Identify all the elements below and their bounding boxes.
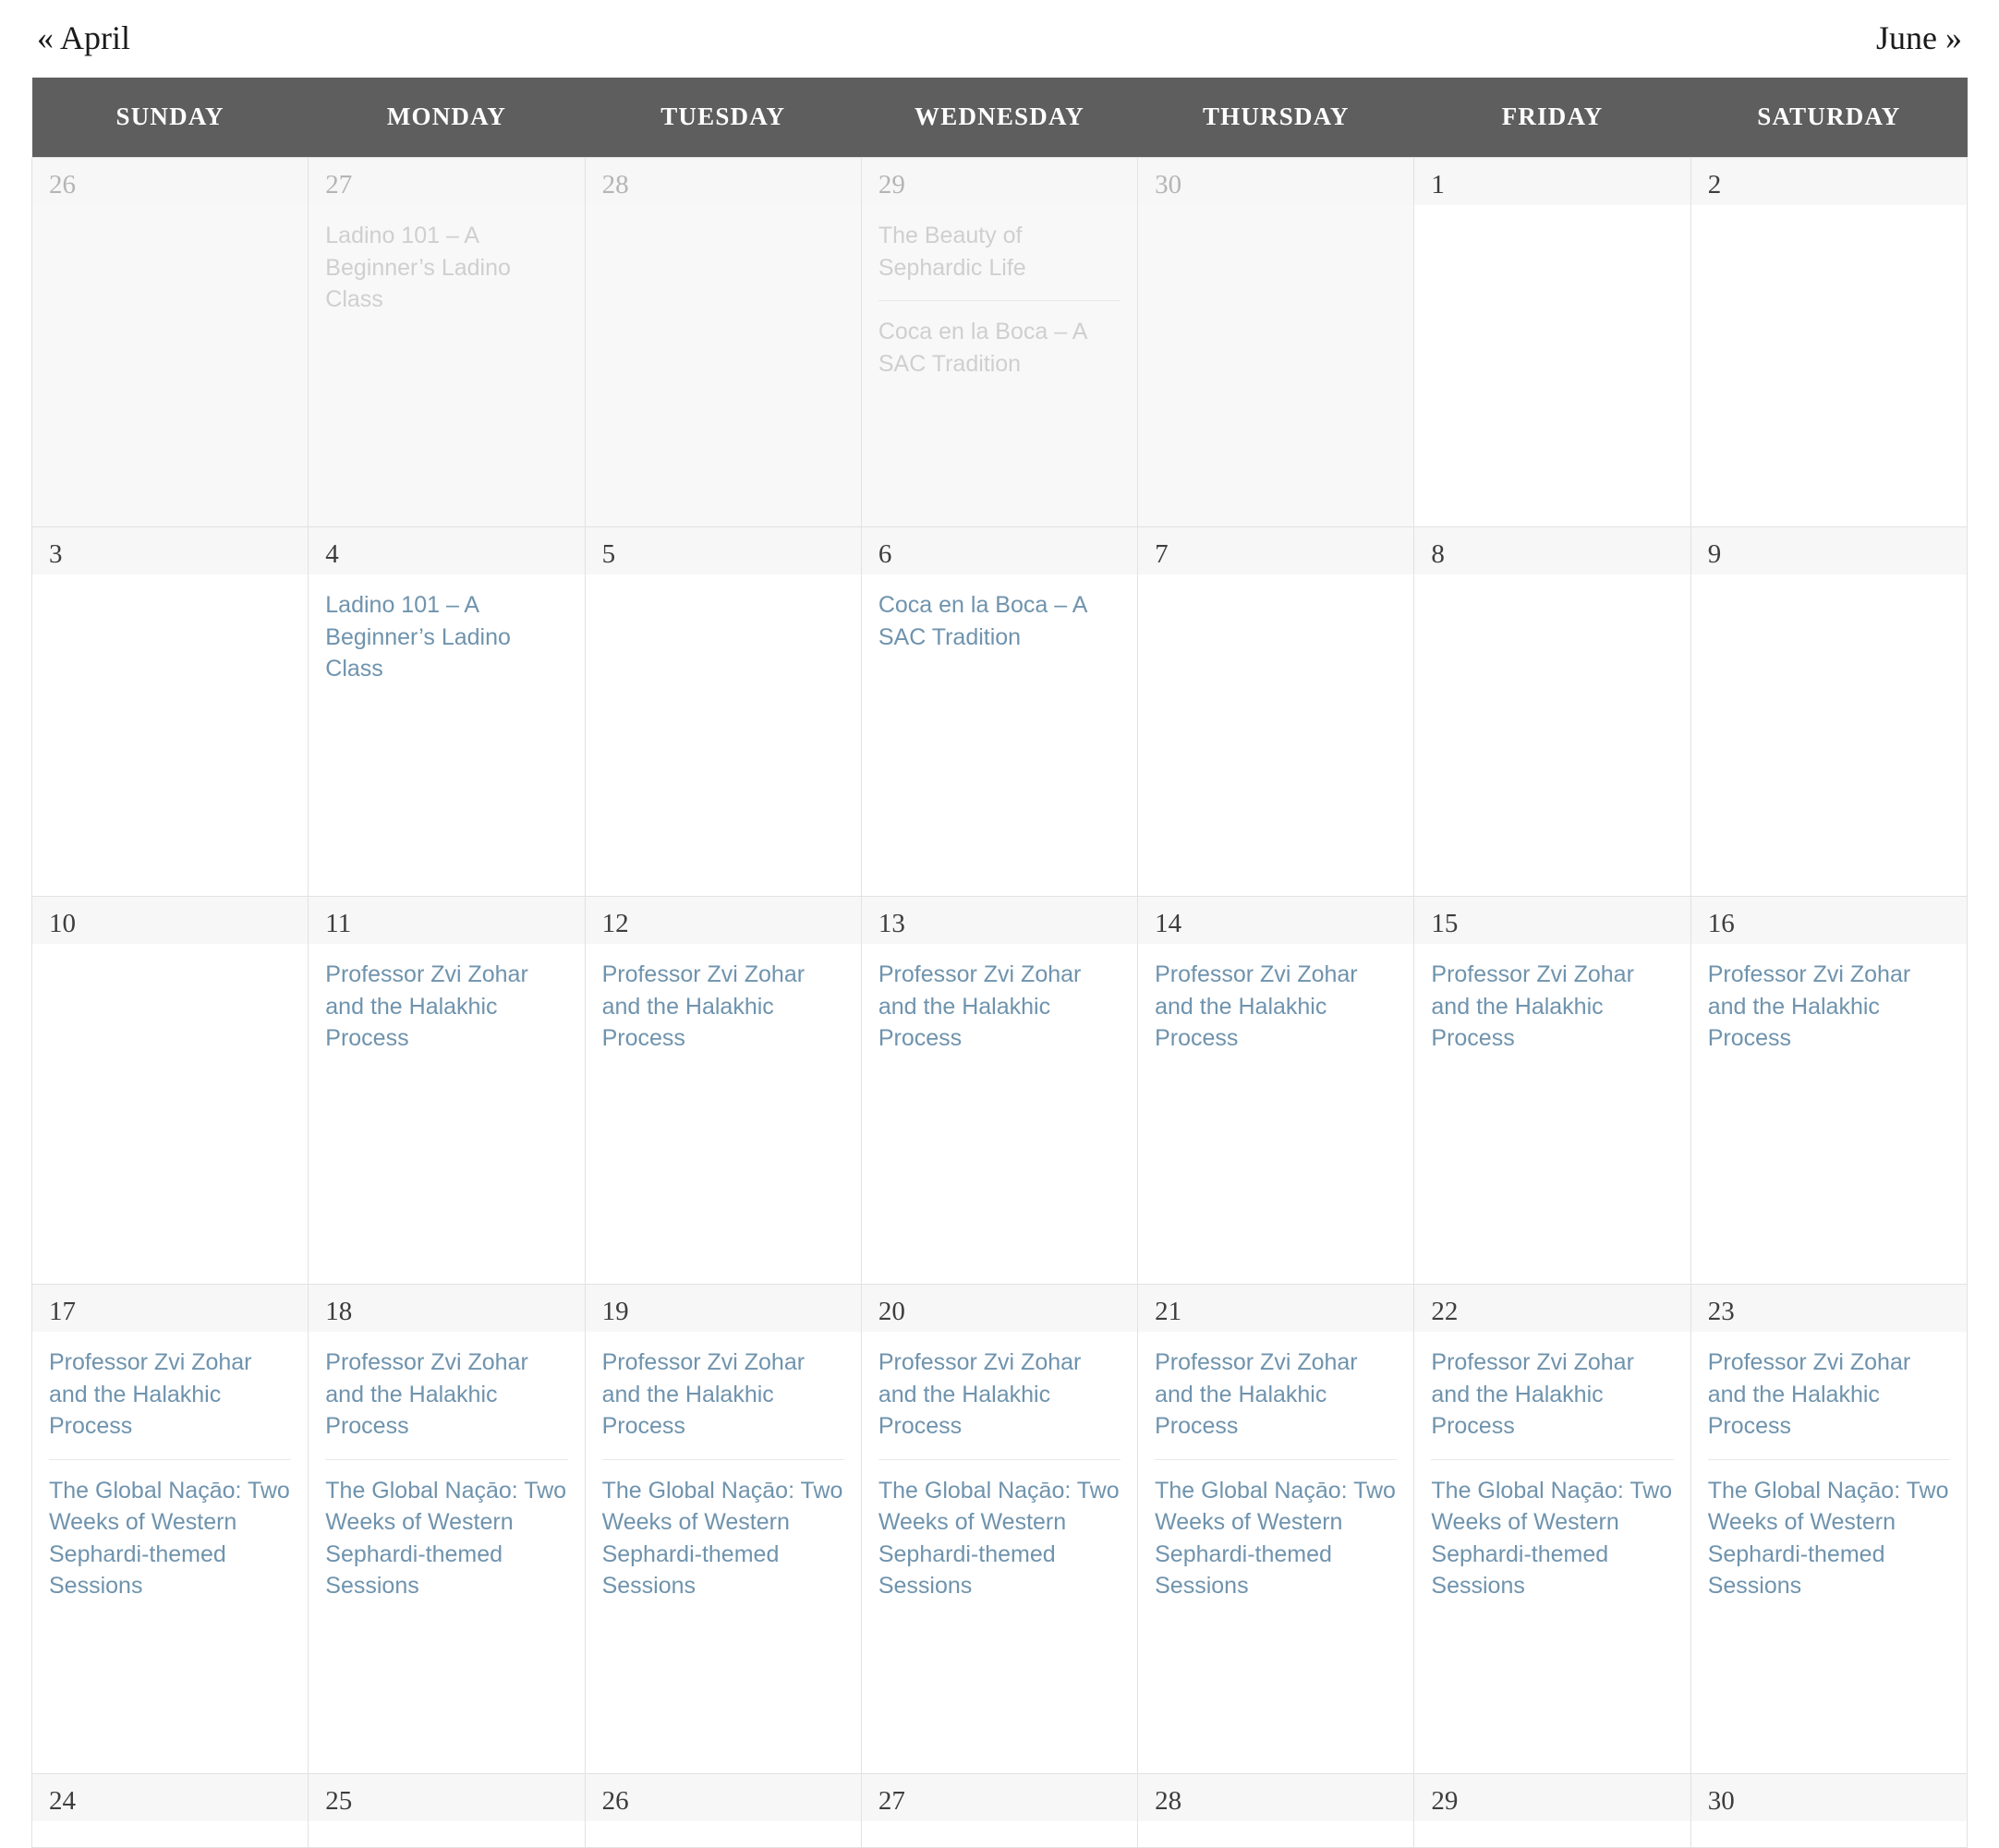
event-link[interactable]: Professor Zvi Zohar and the Halakhic Process [601,1349,806,1440]
day-number-wrap [1138,527,1413,575]
day-events [309,205,584,345]
day-number-wrap [586,1774,861,1822]
calendar-week-row [32,896,1968,1284]
day-events [1691,1821,1967,1834]
calendar-header-row [32,78,1968,157]
calendar-week-row [32,1773,1968,1847]
calendar-day-cell[interactable] [1414,1284,1690,1773]
day-number-wrap [862,527,1137,575]
event-link[interactable]: Professor Zvi Zohar and the Halakhic Process [325,1349,528,1440]
day-number-wrap [586,897,861,945]
event-link[interactable]: Professor Zvi Zohar and the Halakhic Process [325,961,528,1052]
day-number: 26 [49,169,76,199]
calendar-day-cell[interactable] [861,1284,1137,1773]
calendar-week-row [32,1284,1968,1773]
day-events [1138,944,1413,1084]
calendar-day-cell[interactable] [585,1773,861,1847]
day-number-wrap [1138,1774,1413,1822]
day-number: 16 [1707,908,1735,938]
day-number-wrap [1691,1285,1967,1333]
day-events [32,1821,308,1834]
day-events [586,1821,861,1834]
day-events [1138,1821,1413,1834]
event-link[interactable]: The Beauty of Sephardic Life [878,223,1026,281]
calendar-week-row [32,157,1968,526]
calendar-day-cell[interactable] [1414,526,1690,896]
calendar-grid [31,78,1968,1848]
event-link[interactable]: Professor Zvi Zohar and the Halakhic Process [1707,1349,1911,1440]
weekday-header-saturday: SATURDAY [1690,78,1967,157]
calendar-day-cell[interactable] [1414,157,1690,526]
event-link[interactable]: The Global Naçāo: Two Weeks of Western Sephardi-themed Sessions [1708,1459,1950,1619]
day-number: 12 [601,908,629,938]
calendar-day-cell[interactable] [861,157,1137,526]
day-number: 22 [1431,1296,1459,1326]
day-number-wrap [586,1285,861,1333]
calendar-day-cell[interactable] [1138,896,1414,1284]
day-number-wrap [309,158,584,206]
day-number-wrap [1138,158,1413,206]
day-events [1414,205,1690,218]
day-number-wrap [1691,158,1967,206]
weekday-header-friday: FRIDAY [1414,78,1690,157]
calendar-day-cell[interactable] [1690,1773,1967,1847]
calendar-navigation [0,0,1999,78]
event-link[interactable]: Ladino 101 – A Beginner’s Ladino Class [325,223,511,313]
calendar-day-cell[interactable] [309,526,585,896]
calendar-day-cell[interactable] [1138,526,1414,896]
day-number: 3 [49,538,63,569]
event-link[interactable]: Professor Zvi Zohar and the Halakhic Process [1155,1349,1358,1440]
day-number: 26 [601,1785,629,1816]
day-events [1414,574,1690,587]
day-number: 20 [878,1296,905,1326]
event-link[interactable]: Professor Zvi Zohar and the Halakhic Process [601,961,806,1052]
calendar-day-cell[interactable] [1414,1773,1690,1847]
day-events [1691,205,1967,218]
weekday-header-row [32,78,1968,157]
day-number: 23 [1707,1296,1735,1326]
day-events [309,944,584,1084]
day-number: 17 [49,1296,76,1326]
day-number-wrap [1138,1285,1413,1333]
day-number-wrap [1414,158,1690,206]
day-number: 28 [601,169,629,199]
event-link[interactable]: Professor Zvi Zohar and the Halakhic Process [1155,961,1358,1052]
day-events [1138,1332,1413,1632]
day-number: 28 [1155,1785,1182,1816]
calendar-day-cell[interactable] [861,526,1137,896]
day-number: 11 [325,908,352,938]
day-events [32,1332,308,1632]
day-events [1414,1332,1690,1632]
day-number: 5 [601,538,616,569]
calendar-day-cell[interactable] [1690,157,1967,526]
calendar-day-cell[interactable] [309,1773,585,1847]
day-events [586,205,861,218]
day-number-wrap [862,1285,1137,1333]
day-number-wrap [862,158,1137,206]
day-number-wrap [32,1774,308,1822]
day-events [586,574,861,587]
day-number: 30 [1155,169,1182,199]
event-link[interactable]: The Global Naçāo: Two Weeks of Western Sephardi-themed Sessions [602,1459,844,1619]
day-events [1691,944,1967,1084]
day-number-wrap [862,897,1137,945]
calendar-day-cell[interactable] [861,896,1137,1284]
calendar-day-cell[interactable] [32,1773,309,1847]
day-number-wrap [1691,527,1967,575]
day-number-wrap [309,1774,584,1822]
day-events [32,205,308,218]
day-number: 18 [325,1296,353,1326]
day-events [309,1821,584,1834]
event-link[interactable]: The Global Naçāo: Two Weeks of Western Sephardi-themed Sessions [1155,1459,1397,1619]
day-number: 19 [601,1296,629,1326]
day-number-wrap [32,527,308,575]
day-events [862,1821,1137,1834]
day-events [1138,574,1413,587]
day-events [1414,944,1690,1084]
calendar-day-cell[interactable] [585,526,861,896]
day-number-wrap [1414,527,1690,575]
day-events [862,1332,1137,1632]
day-events [862,944,1137,1084]
day-events [1691,574,1967,587]
day-number-wrap [32,1285,308,1333]
event-link[interactable]: Ladino 101 – A Beginner’s Ladino Class [325,592,511,682]
day-events [862,574,1137,682]
day-number-wrap [1414,1285,1690,1333]
day-number: 4 [325,538,339,569]
event-link[interactable]: The Global Naçāo: Two Weeks of Western Sephardi-themed Sessions [1431,1459,1673,1619]
day-number: 29 [1431,1785,1459,1816]
day-number: 21 [1155,1296,1182,1326]
day-number: 13 [878,908,905,938]
calendar-day-cell[interactable] [585,896,861,1284]
calendar-day-cell[interactable] [1414,896,1690,1284]
calendar-day-cell[interactable] [1690,1284,1967,1773]
calendar-day-cell[interactable] [32,526,309,896]
day-number-wrap [1691,897,1967,945]
weekday-header-monday: MONDAY [309,78,585,157]
calendar-week-row [32,526,1968,896]
calendar-day-cell[interactable] [1138,1284,1414,1773]
calendar-body [32,157,1968,1847]
day-number: 15 [1431,908,1459,938]
day-number-wrap [309,527,584,575]
day-events [1691,1332,1967,1632]
event-link[interactable]: Professor Zvi Zohar and the Halakhic Process [1707,961,1911,1052]
day-number: 8 [1431,538,1445,569]
calendar-day-cell[interactable] [32,896,309,1284]
calendar-day-cell[interactable] [309,1284,585,1773]
weekday-header-sunday: SUNDAY [32,78,309,157]
calendar-day-cell[interactable] [861,1773,1137,1847]
day-events [32,944,308,957]
day-number: 27 [325,169,353,199]
day-number-wrap [586,527,861,575]
day-events [862,205,1137,409]
calendar-day-cell[interactable] [309,157,585,526]
day-events [1414,1821,1690,1834]
day-events [586,1332,861,1632]
day-events [586,944,861,1084]
day-number: 1 [1431,169,1445,199]
event-link[interactable]: Professor Zvi Zohar and the Halakhic Process [49,1349,252,1440]
day-number: 30 [1707,1785,1735,1816]
event-link[interactable]: Professor Zvi Zohar and the Halakhic Process [1431,961,1634,1052]
day-number: 24 [49,1785,76,1816]
calendar-day-cell[interactable] [1690,526,1967,896]
next-month-link[interactable]: June » [1876,19,1962,56]
event-link[interactable]: Professor Zvi Zohar and the Halakhic Process [878,961,1082,1052]
previous-month-link[interactable]: « April [37,19,131,56]
calendar-day-cell[interactable] [1690,896,1967,1284]
day-number: 2 [1707,169,1722,199]
day-number-wrap [309,897,584,945]
day-number: 7 [1155,538,1169,569]
day-number-wrap [1414,1774,1690,1822]
weekday-header-tuesday: TUESDAY [585,78,861,157]
day-number-wrap [586,158,861,206]
day-number-wrap [862,1774,1137,1822]
weekday-header-thursday: THURSDAY [1138,78,1414,157]
event-link[interactable]: Coca en la Boca – A SAC Tradition [878,300,1121,396]
weekday-header-wednesday: WEDNESDAY [861,78,1137,157]
event-link[interactable]: Professor Zvi Zohar and the Halakhic Process [878,1349,1082,1440]
calendar-day-cell[interactable] [1138,157,1414,526]
event-link[interactable]: The Global Naçāo: Two Weeks of Western Sephardi-themed Sessions [49,1459,291,1619]
day-number: 10 [49,908,76,938]
day-number: 9 [1707,538,1722,569]
day-events [309,574,584,715]
day-number-wrap [1138,897,1413,945]
event-link[interactable]: Professor Zvi Zohar and the Halakhic Process [1431,1349,1634,1440]
calendar-day-cell[interactable] [32,157,309,526]
calendar-day-cell[interactable] [309,896,585,1284]
day-number: 29 [878,169,905,199]
calendar-day-cell[interactable] [1138,1773,1414,1847]
day-number-wrap [309,1285,584,1333]
event-link[interactable]: The Global Naçāo: Two Weeks of Western Sephardi-themed Sessions [878,1459,1121,1619]
calendar-day-cell[interactable] [585,1284,861,1773]
day-number: 6 [878,538,892,569]
day-number: 25 [325,1785,353,1816]
event-link[interactable]: The Global Naçāo: Two Weeks of Western Sephardi-themed Sessions [325,1459,567,1619]
day-events [32,574,308,587]
event-link[interactable]: Coca en la Boca – A SAC Tradition [878,592,1087,650]
day-number: 14 [1155,908,1182,938]
day-number: 27 [878,1785,905,1816]
day-number-wrap [32,158,308,206]
day-number-wrap [1691,1774,1967,1822]
day-number-wrap [1414,897,1690,945]
calendar-day-cell[interactable] [585,157,861,526]
day-events [309,1332,584,1632]
day-events [1138,205,1413,218]
day-number-wrap [32,897,308,945]
calendar-day-cell[interactable] [32,1284,309,1773]
